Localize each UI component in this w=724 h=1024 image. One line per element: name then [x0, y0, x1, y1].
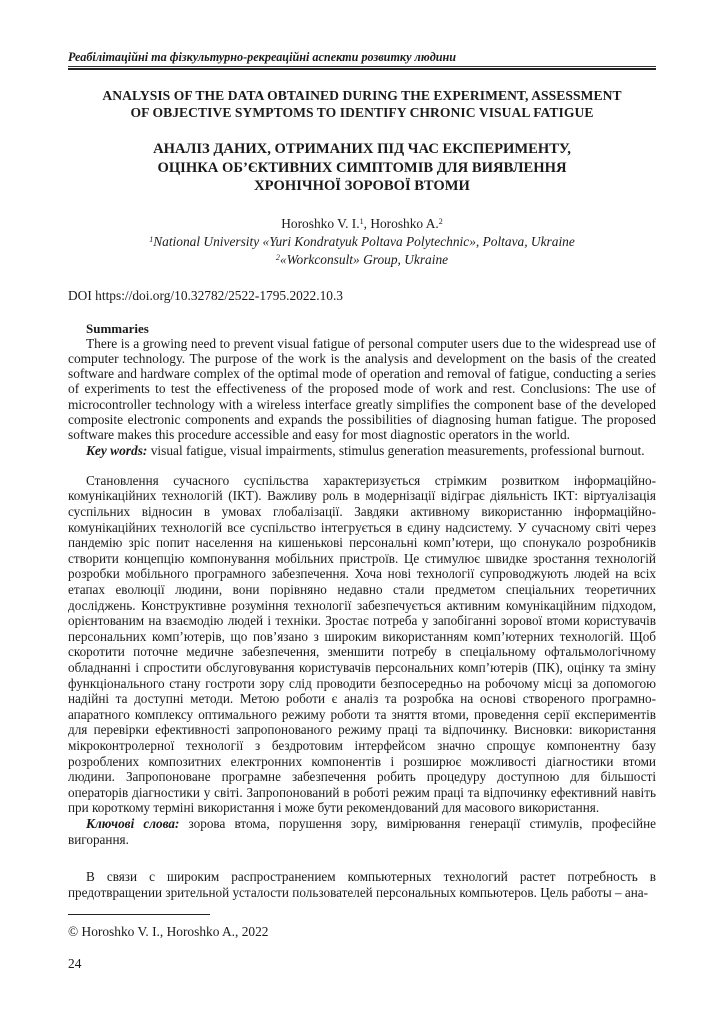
affiliation-mark: 2: [275, 253, 280, 262]
running-header: Реабілітаційні та фізкультурно-рекреаційні аспекти розвитку людини: [68, 50, 457, 64]
abstract-ukrainian-keywords: [68, 816, 656, 847]
abstract-ukrainian-paragraph: Становлення сучасного суспільства характеризується стрімким розвитком інформаційно-комунікаційних технологій (ІКТ). Важливу роль в модернізації відіграє діяльність ІКТ: віртуалізація суспільних відносин в умовах глобалізації. Завдяки активному використанню інформаційно-комунікаційних технологій все суспільство інтегрується в єдину надсистему. У сучасному світі через пандемію зріс попит населення на кишенькові персональні комп’ютери, що спонукало розробників створити концепцію компонування мобільних пристроїв. Це стимулює швидке зростання технологій розробки мобільного програмного забезпечення. Хоча нові технології супроводжують людей на всіх етапах еволюції людини, вони порівняно недавно стали предметом спеціальних теоретичних досліджень. Конструктивне розуміння технології забезпечується активним комунікаційним підходом, орієнтованим на взаємодію людей і техніки. Зростає потреба у запобіганні зорової втоми користувачів персональних комп’ютерів, що пов’язано з широким використанням комп’ютерних технологій. Щоб скоротити поточне медичне забезпечення, зменшити потребу в спеціальному офтальмологічному обладнанні і спростити обслуговування користувачів персональних комп’ютерів (ПК), оцінку та зміну функціонального стану гостроти зору слід проводити безпосередньо на робочому місці за допомогою надійні та доступні методи. Метою роботи є аналіз та розробка на основі створеного програмно-апаратного комплексу оптимального режиму роботи та зняття втоми, проведення серії експериментів для перевірки ефективності запропонованого режиму праці та відпочинку. Висновки: використання мікроконтролерної технології з бездротовим інтерфейсом значно спрощує компонентну базу розроблених композитних електронних компонентів і розширює можливості діагностики втоми людини. Запропоноване програмне забезпечення робить процедуру доступною для більшості операторів діагностики у світі. Запропонований в роботі режим праці та відпочинку ефективний навіть при короткому терміні використання і може бути рекомендований для масового використання.: [68, 472, 656, 816]
keywords-label: Ключові слова:: [86, 815, 180, 831]
author-affiliation-mark: 1: [359, 216, 364, 226]
title-english-line: OF OBJECTIVE SYMPTOMS TO IDENTIFY CHRONIC VISUAL FATIGUE: [130, 105, 594, 120]
title-english: [68, 87, 656, 121]
keywords-text: visual fatigue, visual impairments, stimulus generation measurements, professional burnout.: [147, 442, 645, 458]
affiliation-text: National University «Yuri Kondratyuk Poltava Polytechnic», Poltava, Ukraine: [153, 233, 575, 249]
title-ukrainian-line: ОЦІНКА ОБ’ЄКТИВНИХ СИМПТОМІВ ДЛЯ ВИЯВЛЕННЯ: [157, 159, 567, 176]
keywords-text: зорова втома, порушення зору, вимірювання генерації стимулів, професійне вигорання.: [68, 815, 656, 847]
copyright-notice: © Horoshko V. I., Horoshko A., 2022: [68, 924, 269, 939]
header-double-rule: [68, 66, 656, 71]
intro-russian-paragraph: В связи с широким распространением компьютерных технологий растет потребность в предотвращении зрительной усталости пользователей персональных компьютеров. Цель работы – ана-: [68, 869, 656, 900]
author-affiliation-mark: 2: [438, 216, 443, 226]
page-number: 24: [68, 956, 82, 971]
title-english-line: ANALYSIS OF THE DATA OBTAINED DURING THE EXPERIMENT, ASSESSMENT: [102, 88, 622, 103]
author-name: Horoshko V. I.: [281, 215, 360, 231]
affiliation-mark: 1: [149, 234, 154, 244]
affiliation: [68, 251, 656, 270]
footnote-rule: [68, 914, 210, 915]
title-ukrainian-line: АНАЛІЗ ДАНИХ, ОТРИМАНИХ ПІД ЧАС ЕКСПЕРИМЕНТУ,: [153, 141, 571, 157]
keywords-label: Key words:: [86, 442, 148, 458]
summary-heading: Summaries: [86, 320, 149, 336]
authors-line: [68, 215, 656, 233]
doi-link[interactable]: DOI https://doi.org/10.32782/2522-1795.2022.10.3: [68, 287, 344, 303]
title-ukrainian: [68, 140, 656, 196]
author-name: Horoshko A.: [370, 215, 439, 231]
page-content: [68, 50, 656, 900]
affiliation-text: «Workconsult» Group, Ukraine: [279, 252, 449, 267]
author-separator: ,: [363, 215, 371, 231]
affiliation: [68, 233, 656, 252]
summary-paragraph: There is a growing need to prevent visual fatigue of personal computer users due to the widespread use of computer technology. The purpose of the work is the analysis and development on the basis of the created software and hardware complex of the optimal mode of operation and removal of fatigue, conducting a series of experiments to test the effectiveness of the proposed mode of work and rest. Conclusions: The use of microcontroller technology with a wireless interface greatly simplifies the component base of the developed composite electronic components and expands the possibilities of diagnosing human fatigue. The proposed software makes this procedure accessible and easy for most diagnostic operators in the world.: [68, 335, 656, 443]
header-rule-thin: [68, 66, 656, 67]
summary-keywords: [68, 443, 656, 458]
header-rule-thick: [68, 68, 656, 70]
title-ukrainian-line: ХРОНІЧНОЇ ЗОРОВОЇ ВТОМИ: [254, 178, 470, 194]
